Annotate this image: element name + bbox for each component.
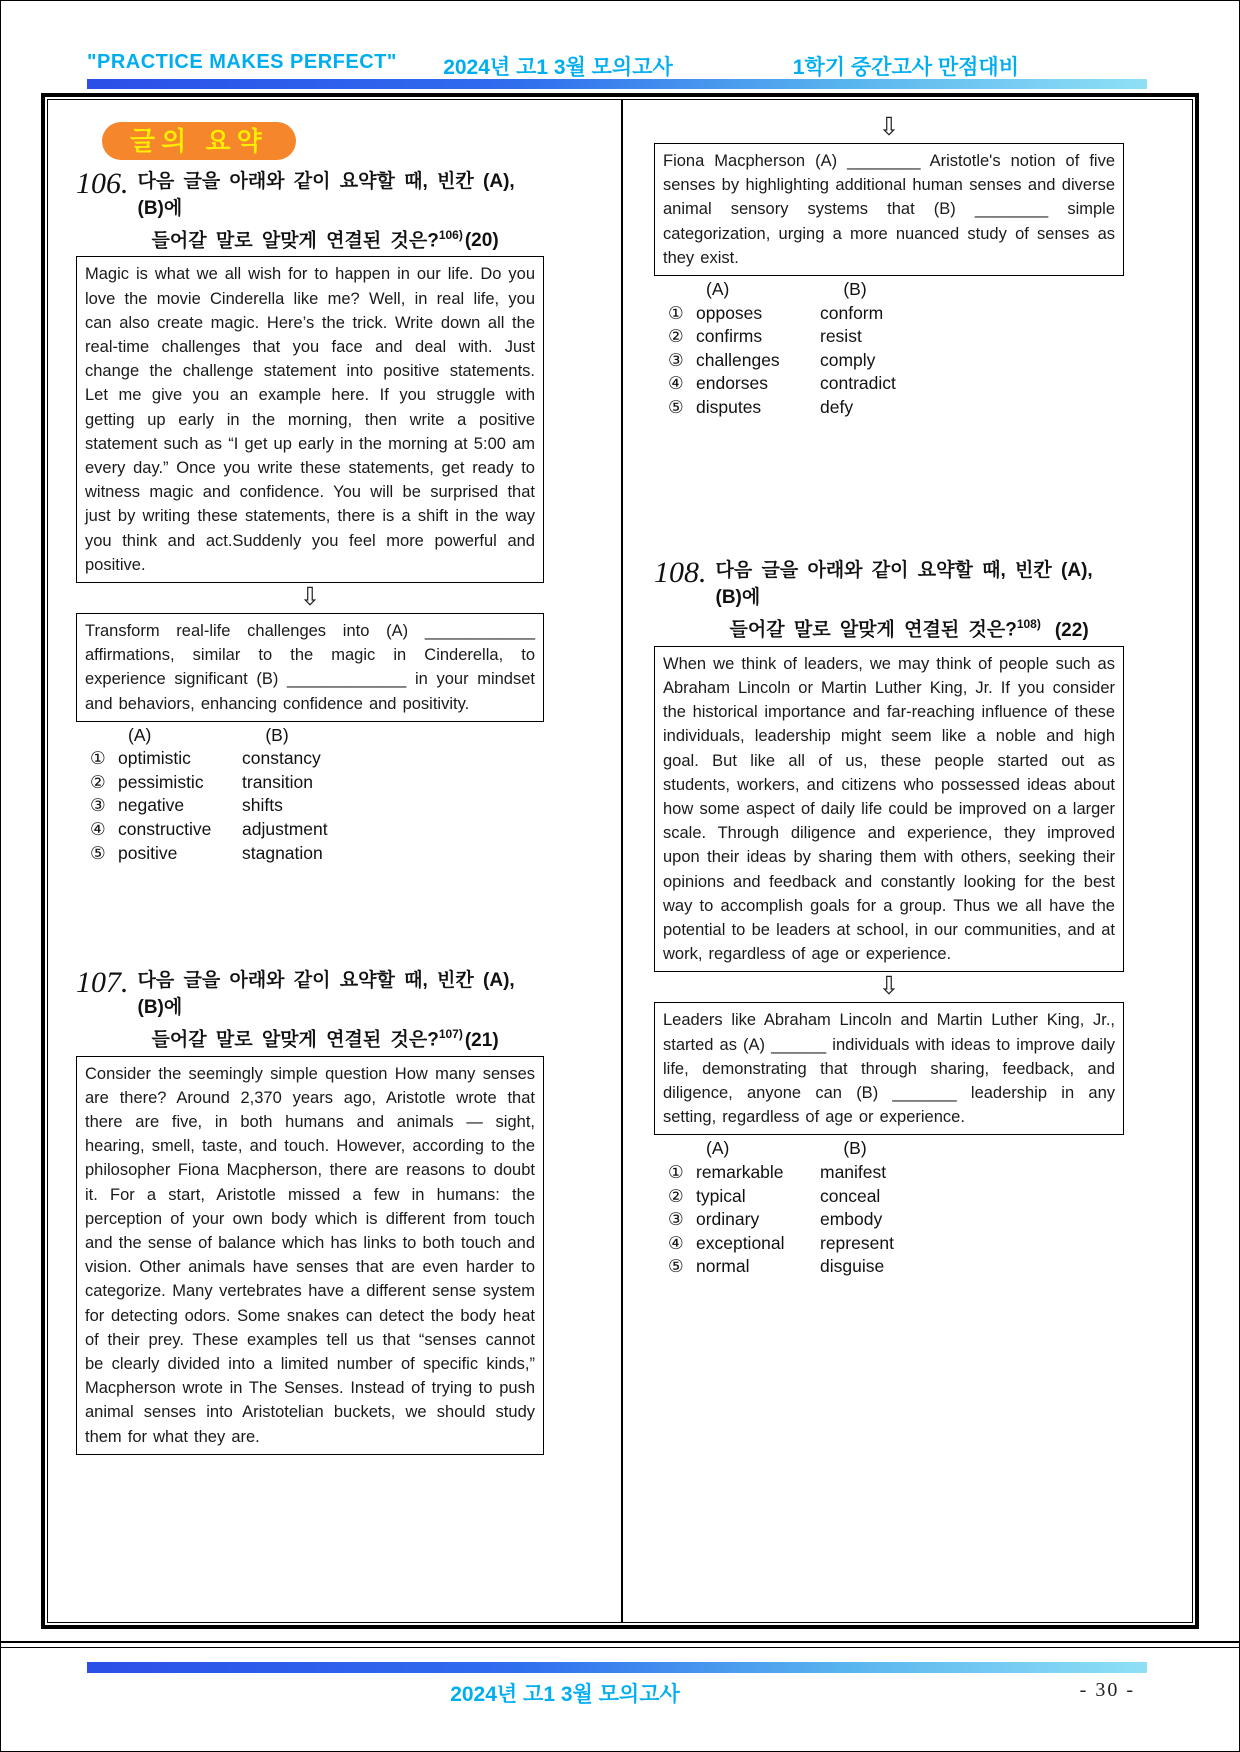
down-arrow-icon: ⇩ [299,582,321,611]
header-gradient-bar [87,79,1147,89]
question-106-options [76,724,544,865]
option-row: ② typical conceal [668,1185,881,1206]
question-107-options [654,278,1124,419]
question-107-passage: Consider the seemingly simple question How many senses are there? Around 2,370 years ago, Aristotle wrote that there are five, in both humans and animals — sight, hearing, smell, taste, and touch. However, according to the philosopher Fiona Macpherson, there are reasons to doubt it. For a start, Aristotle missed a few in humans: the perception of your own body which is different from touch and the sense of balance which has links to both touch and vision. Other animals have senses that are even harder to categorize. Many vertebrates have a different sense system for detecting odors. Some snakes can detect the body heat of their prey. These examples tell us that “senses cannot be clearly divided into a limited number of specific kinds,” Macpherson wrote in The Senses. Instead of trying to push animal senses into Aristotelian buckets, we should study them for what they are. [76,1056,544,1455]
header-sub: 1학기 중간고사 만점대비 [792,56,1019,79]
question-107-number: 107. [76,966,129,1000]
option-row: ④ constructive adjustment [90,819,328,840]
footer-double-rule [1,1641,1239,1648]
option-row: ③ ordinary embody [668,1209,883,1230]
question-108-prompt [716,557,1125,643]
question-108-passage: When we think of leaders, we may think of people such as Abraham Lincoln or Martin Luther King, Jr. If you consider the historical importance and far-reaching influence of these individuals, leadership might seem like a noble and high goal. But like all of us, these people started out as students, workers, and citizens who possessed ideas about how some aspect of daily life could be improved on a larger scale. Through diligence and experience, they improved upon their ideas by sharing them with others, seeking their opinions and feedback and constantly looking for the best way to accomplish goals for a group. Thus we all have the potential to be leaders at school, in our communities, and at work, regardless of age or experience. [654,646,1124,973]
question-106-header [76,168,544,254]
right-column [654,100,1124,1279]
footer-title: 2024년 고1 3월 모의고사 [450,1683,680,1706]
question-108-source-number: (22) [1054,619,1089,641]
option-row: ④ endorses contradict [668,373,896,394]
question-108-prompt-line1: 다음 글을 아래와 같이 요약할 때, 빈칸 (A), (B)에 [715,560,1093,609]
question-107-footnote: 107) [438,1027,463,1042]
header-title: 2024년 고1 3월 모의고사 [443,56,673,79]
question-106-options-header: (A) (B) [128,724,289,745]
question-107-prompt-line2: 들어갈 말로 알맞게 연결된 것은?$^{107)}$ (21) [151,1027,499,1051]
question-108-header [654,557,1124,643]
question-106-prompt [138,168,545,254]
down-arrow-icon: ⇩ [878,972,900,1001]
left-column [76,100,544,1455]
option-row: ⑤ positive stagnation [90,842,323,863]
option-row: ② confirms resist [668,326,862,347]
footer-gradient-bar [87,1662,1147,1673]
header-motto: "PRACTICE MAKES PERFECT" [87,51,397,73]
question-106-number: 106. [76,167,129,200]
down-arrow-icon: ⇩ [878,113,900,141]
question-107-prompt-line1: 다음 글을 아래와 같이 요약할 때, 빈칸 (A), (B)에 [137,970,515,1019]
option-row: ① opposes conform [668,302,884,323]
option-row: ② pessimistic transition [90,771,314,792]
question-108-options [654,1137,1124,1278]
question-106-source-number: (20) [464,230,499,252]
option-row: ④ exceptional represent [668,1232,894,1253]
question-106-prompt-line2: 들어갈 말로 알맞게 연결된 것은?$^{106)}$ (20) [151,228,499,252]
question-107-header [76,967,544,1053]
question-108-summary: Leaders like Abraham Lincoln and Martin Luther King, Jr., started as (A) ______ individuals with ideas to improve daily life, demonstrating that through sharing, feedback, and diligence, anyone can (B) _______ leadership in any setting, regardless of age or experience. [654,1002,1124,1135]
column-divider [621,100,623,1622]
option-row: ① remarkable manifest [668,1161,887,1182]
question-107-source-number: (21) [464,1029,499,1051]
option-row: ① optimistic constancy [90,748,321,769]
content-frame [41,93,1199,1629]
question-106-footnote: 106) [438,228,463,242]
option-row: ③ challenges comply [668,349,876,370]
option-row: ⑤ normal disguise [668,1256,885,1277]
question-108-prompt-line2: 들어갈 말로 알맞게 연결된 것은?$^{108)}$ (22) [729,617,1089,641]
question-108-number: 108. [654,556,707,590]
option-row: ③ negative shifts [90,795,283,816]
question-107-prompt [138,967,545,1053]
question-106-prompt-line1: 다음 글을 아래와 같이 요약할 때, 빈칸 (A), (B)에 [137,171,515,219]
content-frame-inner [47,99,1193,1623]
question-107-summary: Fiona Macpherson (A) ________ Aristotle's notion of five senses by highlighting additional human senses and diverse animal sensory systems that (B) ________ simple categorization, urging a more nuanced study of senses as they exist. [654,143,1124,276]
option-row: ⑤ disputes defy [668,396,854,417]
question-107-options-header: (A) (B) [706,279,867,300]
page-number: - 30 - [1079,1679,1135,1701]
question-106-passage: Magic is what we all wish for to happen in our life. Do you love the movie Cinderella like me? Well, in real life, you can also create magic. Here’s the trick. Write down all the real-time challenges that you face and deal with. Just change the challenge statement into positive statements. Let me give you an example here. If you struggle with getting up early in the morning, then write a positive statement such as “I get up early in the morning at 5:00 am every day.” Once you write these statements, get ready to witness magic and confidence. You will be surprised that just by writing these statements, there is a shift in the way you think and act.Suddenly you feel more powerful and positive. [76,256,544,583]
question-106-summary: Transform real-life challenges into (A) ____________ affirmations, similar to the magic in Cinderella, to experience significant (B) _____________ in your mindset and behaviors, enhancing confidence and positivity. [76,613,544,722]
section-badge: 글의 요약 [102,122,296,160]
question-108-footnote: 108) [1016,617,1041,632]
question-108-options-header: (A) (B) [706,1138,867,1159]
